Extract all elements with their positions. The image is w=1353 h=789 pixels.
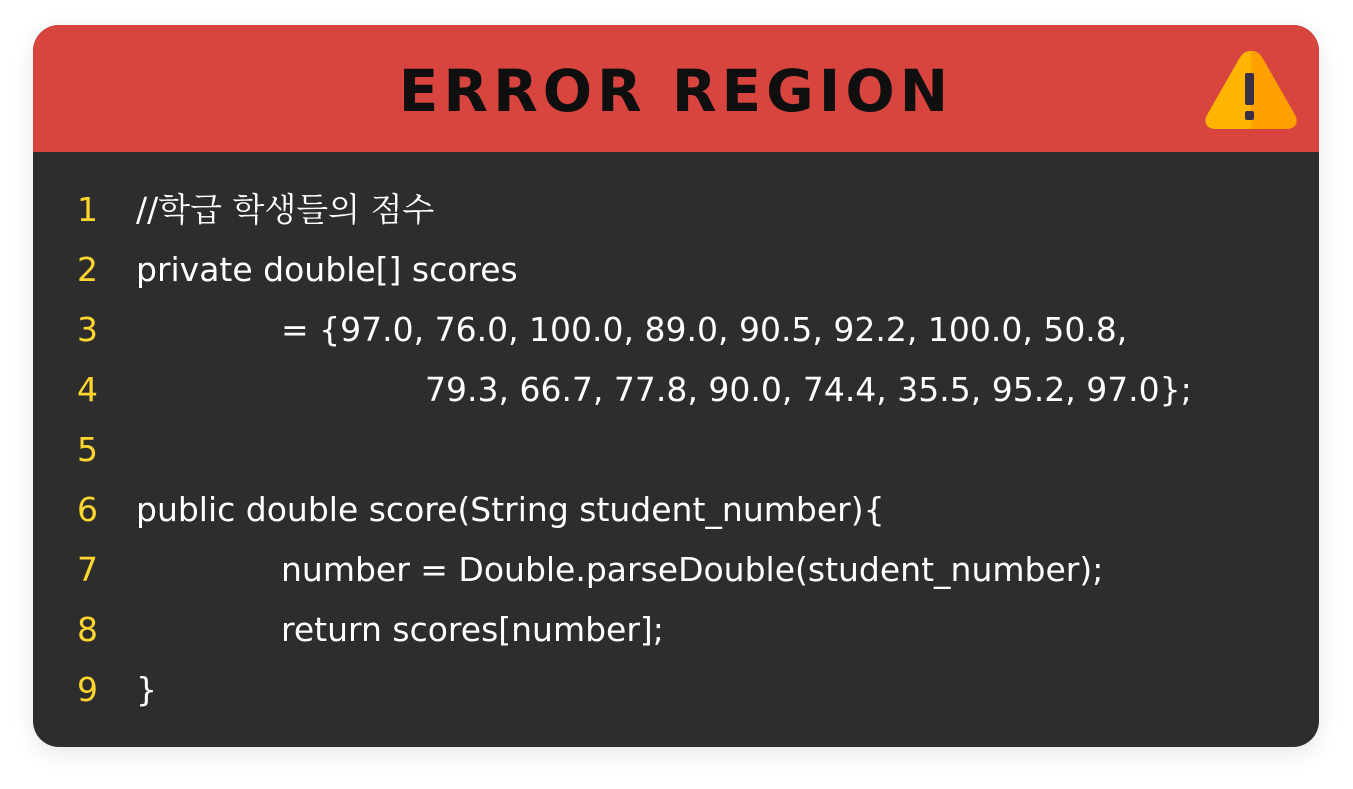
code-line	[33, 360, 1319, 420]
code-text: }	[136, 670, 157, 709]
code-text: number = Double.parseDouble(student_number);	[281, 550, 1104, 589]
warning-icon	[1203, 45, 1299, 135]
code-line	[33, 480, 1319, 540]
code-line	[33, 600, 1319, 660]
code-block	[33, 180, 1319, 720]
code-text: public double score(String student_number){	[136, 490, 885, 529]
error-region-card	[33, 25, 1319, 747]
code-line	[33, 180, 1319, 240]
line-number: 8	[77, 610, 98, 649]
code-text: = {97.0, 76.0, 100.0, 89.0, 90.5, 92.2, 100.0, 50.8,	[281, 310, 1128, 349]
header-bar	[33, 25, 1319, 152]
code-text: return scores[number];	[281, 610, 664, 649]
line-number: 6	[77, 490, 98, 529]
code-line	[33, 660, 1319, 720]
code-line	[33, 540, 1319, 600]
page-title: ERROR REGION	[398, 57, 954, 125]
code-text: private double[] scores	[136, 250, 518, 289]
line-number: 2	[77, 250, 98, 289]
line-number: 3	[77, 310, 98, 349]
code-line	[33, 300, 1319, 360]
code-line	[33, 420, 1319, 480]
code-line	[33, 240, 1319, 300]
line-number: 7	[77, 550, 98, 589]
line-number: 5	[77, 430, 98, 469]
line-number: 1	[77, 190, 98, 229]
code-text: //학급 학생들의 점수	[136, 190, 435, 229]
line-number: 4	[77, 370, 98, 409]
code-text: 79.3, 66.7, 77.8, 90.0, 74.4, 35.5, 95.2, 97.0};	[425, 370, 1192, 409]
line-number: 9	[77, 670, 98, 709]
